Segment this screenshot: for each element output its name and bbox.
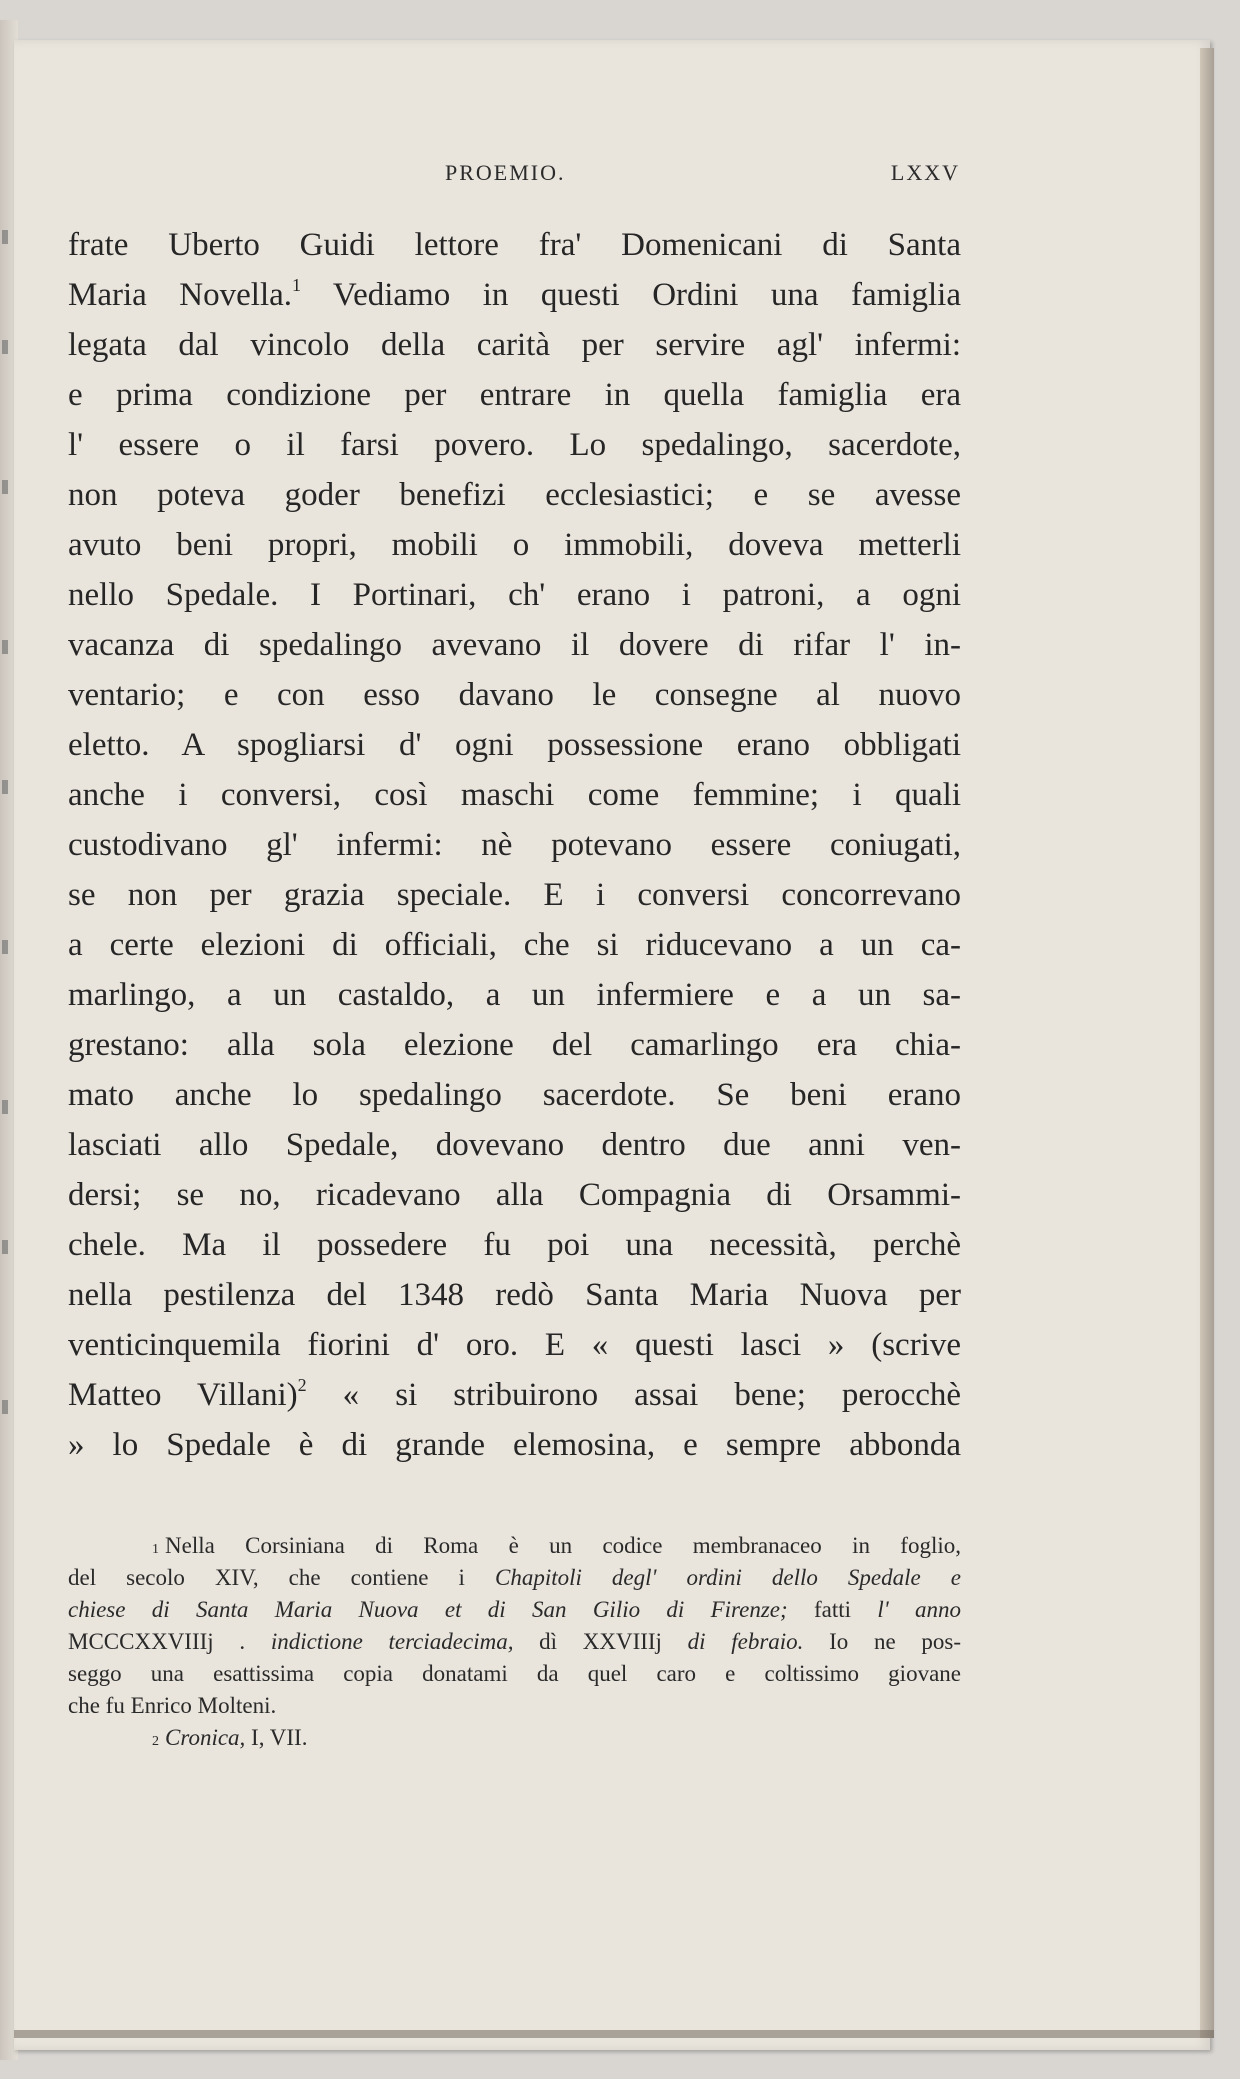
footnote-2-line: $^2$ Cronica, I, VII.	[152, 1725, 308, 1750]
text-line: Matteo Villani)$^2$ « si stribuirono assai bene; perocchè	[68, 1375, 961, 1413]
text-line: Maria Novella.$^1$ Vediamo in questi Ordini una famiglia	[68, 275, 961, 313]
text-line: non poteva goder benefizi ecclesiastici; e se avesse	[68, 477, 961, 513]
text-line: eletto. A spogliarsi d' ogni possessione erano obbligati	[68, 727, 961, 763]
text-line: avuto beni propri, mobili o immobili, doveva metterli	[68, 527, 961, 563]
text-line: anche i conversi, così maschi come femmine; i quali	[68, 777, 961, 813]
text-line: venticinquemila fiorini d' oro. E « questi lasci » (scrive	[68, 1327, 961, 1363]
text-line: vacanza di spedalingo avevano il dovere di rifar l' in-	[68, 627, 961, 663]
text-line: e prima condizione per entrare in quella famiglia era	[68, 377, 961, 413]
footnote-1-line: che fu Enrico Molteni.	[68, 1693, 277, 1718]
footnote-1-line: seggo una esattissima copia donatami da quel caro e coltissimo giovane	[68, 1661, 961, 1686]
footnote-1-line: $^1$ Nella Corsiniana di Roma è un codice membranaceo in foglio,	[152, 1533, 961, 1558]
text-line: legata dal vincolo della carità per servire agl' infermi:	[68, 327, 961, 363]
text-line: mato anche lo spedalingo sacerdote. Se beni erano	[68, 1077, 961, 1113]
text-line: a certe elezioni di officiali, che si riducevano a un ca-	[68, 927, 961, 963]
running-head: PROEMIO.	[445, 160, 566, 185]
text-line: grestano: alla sola elezione del camarlingo era chia-	[68, 1027, 961, 1063]
page-bottom-shadow	[14, 2030, 1214, 2038]
main-text	[68, 220, 961, 1470]
footnote-marker-1: 1	[152, 1542, 159, 1557]
left-margin-bleed	[0, 220, 14, 1520]
footnote-1-line: chiese di Santa Maria Nuova et di San Gilio di Firenze; fatti l' anno	[68, 1597, 961, 1622]
text-line: ventario; e con esso davano le consegne al nuovo	[68, 677, 961, 713]
footnotes	[68, 1530, 961, 1754]
page-header	[70, 160, 960, 190]
footnote-1-line: del secolo XIV, che contiene i Chapitoli degl' ordini dello Spedale e	[68, 1565, 961, 1590]
text-line: » lo Spedale è di grande elemosina, e sempre abbonda	[68, 1427, 961, 1463]
text-line: marlingo, a un castaldo, a un infermiere e a un sa-	[68, 977, 961, 1013]
text-line: dersi; se no, ricadevano alla Compagnia di Orsammi-	[68, 1177, 961, 1213]
footnote-ref-2: 2	[297, 1375, 307, 1395]
footnote-marker-2: 2	[152, 1734, 159, 1749]
text-line: nello Spedale. I Portinari, ch' erano i patroni, a ogni	[68, 577, 961, 613]
text-line: se non per grazia speciale. E i conversi concorrevano	[68, 877, 961, 913]
text-line: custodivano gl' infermi: nè potevano essere coniugati,	[68, 827, 961, 863]
text-line: l' essere o il farsi povero. Lo spedalingo, sacerdote,	[68, 427, 961, 463]
text-line: chele. Ma il possedere fu poi una necessità, perchè	[68, 1227, 961, 1263]
footnote-ref-1: 1	[292, 275, 302, 295]
footnote-1-line: MCCCXXVIIIj . indictione terciadecima, dì XXVIIIj di febraio. Io ne pos-	[68, 1629, 961, 1654]
page-number: LXXV	[890, 160, 960, 185]
text-line: lasciati allo Spedale, dovevano dentro due anni ven-	[68, 1127, 961, 1163]
text-line: frate Uberto Guidi lettore fra' Domenicani di Santa	[68, 227, 961, 263]
text-line: nella pestilenza del 1348 redò Santa Maria Nuova per	[68, 1277, 961, 1313]
page-edge-right	[1200, 48, 1214, 2038]
